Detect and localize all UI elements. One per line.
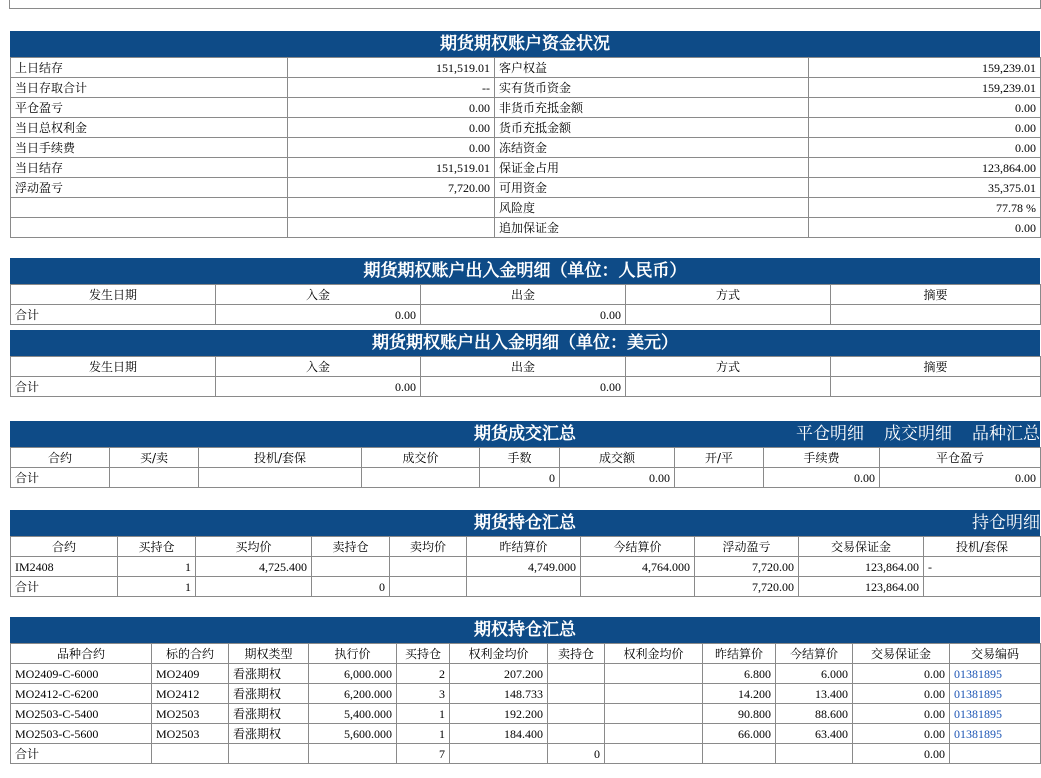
account-left-value: 7,720.00 — [288, 178, 495, 198]
account-right-label: 客户权益 — [495, 58, 809, 78]
position-detail-link[interactable]: 持仓明细 — [972, 513, 1040, 533]
account-right-value: 123,864.00 — [809, 158, 1041, 178]
account-status-title: 期货期权账户资金状况 — [10, 31, 1040, 57]
account-left-value: 151,519.01 — [288, 158, 495, 178]
column-header: 摘要 — [831, 285, 1041, 305]
table-header-row — [11, 285, 1041, 305]
sell-premium-cell — [605, 724, 703, 744]
sell-qty-cell — [548, 704, 605, 724]
column-header: 入金 — [216, 357, 421, 377]
margin-cell: 0.00 — [853, 724, 950, 744]
option-summary-section — [10, 617, 1040, 764]
empty-cell — [390, 577, 467, 597]
trade-summary-title — [10, 421, 1040, 447]
empty-cell — [581, 577, 695, 597]
margin-cell: 0.00 — [853, 684, 950, 704]
empty-cell — [776, 744, 853, 764]
account-left-label: 平仓盈亏 — [11, 98, 288, 118]
empty-cell — [924, 577, 1041, 597]
total-out: 0.00 — [421, 305, 626, 325]
total-qty: 0 — [480, 468, 560, 488]
column-header: 摘要 — [831, 357, 1041, 377]
column-header: 品种合约 — [11, 644, 152, 664]
account-right-label: 风险度 — [495, 198, 809, 218]
column-header: 手续费 — [764, 448, 880, 468]
position-summary-title-text: 期货持仓汇总 — [474, 513, 576, 533]
empty-cell — [309, 744, 397, 764]
strike-cell: 6,200.000 — [309, 684, 397, 704]
column-header: 买/卖 — [110, 448, 199, 468]
buy-avg-cell: 4,725.400 — [196, 557, 312, 577]
column-header: 出金 — [421, 357, 626, 377]
contract-cell: IM2408 — [11, 557, 118, 577]
usd-flow-table — [10, 356, 1041, 397]
settle-cell: 4,764.000 — [581, 557, 695, 577]
total-out: 0.00 — [421, 377, 626, 397]
sell-qty-cell — [548, 664, 605, 684]
account-left-value — [288, 218, 495, 238]
account-right-value: 0.00 — [809, 218, 1041, 238]
table-row — [11, 218, 1041, 238]
trade-code-link[interactable]: 01381895 — [950, 684, 1041, 704]
trade-summary-title-text: 期货成交汇总 — [474, 424, 576, 444]
empty-cell — [229, 744, 309, 764]
sell-premium-cell — [605, 704, 703, 724]
buy-qty-cell: 1 — [397, 724, 450, 744]
prev-settle-cell: 66.000 — [703, 724, 776, 744]
table-header-row — [11, 644, 1041, 664]
total-row — [11, 577, 1041, 597]
trade-code-link[interactable]: 01381895 — [950, 724, 1041, 744]
table-row — [11, 98, 1041, 118]
sell-qty-cell — [548, 724, 605, 744]
sell-avg-cell — [390, 557, 467, 577]
total-label: 合计 — [11, 468, 110, 488]
prev-settle-cell: 4,749.000 — [467, 557, 581, 577]
sell-qty-cell — [312, 557, 390, 577]
buy-qty-cell: 3 — [397, 684, 450, 704]
table-row — [11, 178, 1041, 198]
option-contract-cell: MO2503-C-5400 — [11, 704, 152, 724]
empty-cell — [110, 468, 199, 488]
total-float-pnl: 7,720.00 — [695, 577, 799, 597]
account-left-label: 当日结存 — [11, 158, 288, 178]
usd-flow-section — [10, 330, 1040, 397]
table-row — [11, 138, 1041, 158]
close-detail-link[interactable]: 平仓明细 — [796, 424, 864, 444]
underlying-cell: MO2503 — [152, 724, 229, 744]
account-right-value: 77.78 % — [809, 198, 1041, 218]
column-header: 期权类型 — [229, 644, 309, 664]
cny-flow-section — [10, 258, 1040, 325]
column-header: 入金 — [216, 285, 421, 305]
trade-code-link[interactable]: 01381895 — [950, 704, 1041, 724]
buy-premium-cell: 184.400 — [450, 724, 548, 744]
account-left-label: 当日手续费 — [11, 138, 288, 158]
table-header-row — [11, 537, 1041, 557]
product-summary-link[interactable]: 品种汇总 — [972, 424, 1040, 444]
buy-premium-cell: 207.200 — [450, 664, 548, 684]
total-label: 合计 — [11, 305, 216, 325]
total-row — [11, 377, 1041, 397]
total-label: 合计 — [11, 377, 216, 397]
table-row — [11, 58, 1041, 78]
column-header: 交易编码 — [950, 644, 1041, 664]
column-header: 交易保证金 — [799, 537, 924, 557]
buy-premium-cell: 148.733 — [450, 684, 548, 704]
account-left-label: 上日结存 — [11, 58, 288, 78]
column-header: 买均价 — [196, 537, 312, 557]
option-type-cell: 看涨期权 — [229, 704, 309, 724]
table-row — [11, 684, 1041, 704]
option-type-cell: 看涨期权 — [229, 724, 309, 744]
empty-cell — [199, 468, 362, 488]
empty-cell — [626, 305, 831, 325]
prev-settle-cell: 14.200 — [703, 684, 776, 704]
underlying-cell: MO2409 — [152, 664, 229, 684]
column-header: 执行价 — [309, 644, 397, 664]
column-header: 交易保证金 — [853, 644, 950, 664]
account-status-table — [10, 57, 1041, 238]
account-right-label: 货币充抵金额 — [495, 118, 809, 138]
empty-cell — [950, 744, 1041, 764]
usd-flow-title: 期货期权账户出入金明细（单位：美元） — [10, 330, 1040, 356]
account-left-value: -- — [288, 78, 495, 98]
column-header: 标的合约 — [152, 644, 229, 664]
prev-settle-cell: 6.800 — [703, 664, 776, 684]
table-row — [11, 664, 1041, 684]
empty-cell — [675, 468, 764, 488]
empty-cell — [450, 744, 548, 764]
account-right-value: 159,239.01 — [809, 78, 1041, 98]
buy-qty-cell: 1 — [118, 557, 196, 577]
column-header: 权利金均价 — [605, 644, 703, 664]
account-right-value: 159,239.01 — [809, 58, 1041, 78]
empty-cell — [703, 744, 776, 764]
total-row — [11, 468, 1041, 488]
column-header: 买持仓 — [397, 644, 450, 664]
column-header: 方式 — [626, 285, 831, 305]
underlying-cell: MO2412 — [152, 684, 229, 704]
position-summary-title — [10, 510, 1040, 536]
column-header: 开/平 — [675, 448, 764, 468]
account-left-value: 151,519.01 — [288, 58, 495, 78]
strike-cell: 5,400.000 — [309, 704, 397, 724]
table-row — [11, 118, 1041, 138]
total-amount: 0.00 — [560, 468, 675, 488]
settle-cell: 13.400 — [776, 684, 853, 704]
total-label: 合计 — [11, 577, 118, 597]
strike-cell: 6,000.000 — [309, 664, 397, 684]
option-type-cell: 看涨期权 — [229, 664, 309, 684]
account-right-label: 可用资金 — [495, 178, 809, 198]
total-row — [11, 305, 1041, 325]
total-row — [11, 744, 1041, 764]
column-header: 成交额 — [560, 448, 675, 468]
empty-cell — [196, 577, 312, 597]
column-header: 发生日期 — [11, 285, 216, 305]
total-margin: 0.00 — [853, 744, 950, 764]
top-frame — [9, 0, 1041, 9]
position-summary-section — [10, 510, 1040, 597]
column-header: 投机/套保 — [199, 448, 362, 468]
column-header: 浮动盈亏 — [695, 537, 799, 557]
settle-cell: 6.000 — [776, 664, 853, 684]
account-right-label: 实有货币资金 — [495, 78, 809, 98]
empty-cell — [467, 577, 581, 597]
option-contract-cell: MO2412-C-6200 — [11, 684, 152, 704]
column-header: 权利金均价 — [450, 644, 548, 664]
empty-cell — [831, 377, 1041, 397]
column-header: 出金 — [421, 285, 626, 305]
table-row — [11, 198, 1041, 218]
option-summary-title: 期权持仓汇总 — [10, 617, 1040, 643]
total-buy-qty: 7 — [397, 744, 450, 764]
column-header: 今结算价 — [581, 537, 695, 557]
option-contract-cell: MO2409-C-6000 — [11, 664, 152, 684]
position-summary-table — [10, 536, 1041, 597]
column-header: 手数 — [480, 448, 560, 468]
total-pnl: 0.00 — [880, 468, 1041, 488]
column-header: 昨结算价 — [467, 537, 581, 557]
column-header: 平仓盈亏 — [880, 448, 1041, 468]
buy-qty-cell: 2 — [397, 664, 450, 684]
column-header: 方式 — [626, 357, 831, 377]
total-margin: 123,864.00 — [799, 577, 924, 597]
sell-premium-cell — [605, 684, 703, 704]
total-in: 0.00 — [216, 377, 421, 397]
empty-cell — [605, 744, 703, 764]
total-sell-qty: 0 — [312, 577, 390, 597]
sell-premium-cell — [605, 664, 703, 684]
underlying-cell: MO2503 — [152, 704, 229, 724]
table-row — [11, 557, 1041, 577]
column-header: 卖均价 — [390, 537, 467, 557]
hedge-cell: - — [924, 557, 1041, 577]
cny-flow-table — [10, 284, 1041, 325]
total-label: 合计 — [11, 744, 152, 764]
sell-qty-cell — [548, 684, 605, 704]
table-header-row — [11, 357, 1041, 377]
trade-summary-table — [10, 447, 1041, 488]
trade-summary-section — [10, 421, 1040, 488]
account-left-label: 当日存取合计 — [11, 78, 288, 98]
settle-cell: 63.400 — [776, 724, 853, 744]
buy-qty-cell: 1 — [397, 704, 450, 724]
total-buy-qty: 1 — [118, 577, 196, 597]
total-in: 0.00 — [216, 305, 421, 325]
column-header: 卖持仓 — [548, 644, 605, 664]
empty-cell — [362, 468, 480, 488]
table-row — [11, 158, 1041, 178]
empty-cell — [626, 377, 831, 397]
account-left-value: 0.00 — [288, 98, 495, 118]
account-right-label: 追加保证金 — [495, 218, 809, 238]
column-header: 卖持仓 — [312, 537, 390, 557]
column-header: 成交价 — [362, 448, 480, 468]
settle-cell: 88.600 — [776, 704, 853, 724]
account-left-value: 0.00 — [288, 118, 495, 138]
option-summary-table — [10, 643, 1041, 764]
account-right-value: 0.00 — [809, 118, 1041, 138]
account-status-section — [10, 31, 1040, 238]
position-summary-links — [952, 510, 1040, 536]
account-right-value: 0.00 — [809, 138, 1041, 158]
account-left-label — [11, 198, 288, 218]
empty-cell — [831, 305, 1041, 325]
table-header-row — [11, 448, 1041, 468]
column-header: 发生日期 — [11, 357, 216, 377]
account-left-label: 当日总权利金 — [11, 118, 288, 138]
empty-cell — [152, 744, 229, 764]
trade-detail-link[interactable]: 成交明细 — [884, 424, 952, 444]
strike-cell: 5,600.000 — [309, 724, 397, 744]
column-header: 合约 — [11, 448, 110, 468]
column-header: 买持仓 — [118, 537, 196, 557]
account-left-label: 浮动盈亏 — [11, 178, 288, 198]
margin-cell: 0.00 — [853, 664, 950, 684]
trade-code-link[interactable]: 01381895 — [950, 664, 1041, 684]
account-left-label — [11, 218, 288, 238]
cny-flow-title: 期货期权账户出入金明细（单位：人民币） — [10, 258, 1040, 284]
margin-cell: 0.00 — [853, 704, 950, 724]
column-header: 昨结算价 — [703, 644, 776, 664]
float-pnl-cell: 7,720.00 — [695, 557, 799, 577]
total-fee: 0.00 — [764, 468, 880, 488]
column-header: 投机/套保 — [924, 537, 1041, 557]
margin-cell: 123,864.00 — [799, 557, 924, 577]
trade-summary-links — [776, 421, 1040, 447]
account-right-label: 冻结资金 — [495, 138, 809, 158]
prev-settle-cell: 90.800 — [703, 704, 776, 724]
account-right-value: 35,375.01 — [809, 178, 1041, 198]
account-left-value: 0.00 — [288, 138, 495, 158]
column-header: 合约 — [11, 537, 118, 557]
option-contract-cell: MO2503-C-5600 — [11, 724, 152, 744]
account-right-label: 保证金占用 — [495, 158, 809, 178]
account-left-value — [288, 198, 495, 218]
buy-premium-cell: 192.200 — [450, 704, 548, 724]
table-row — [11, 78, 1041, 98]
account-right-value: 0.00 — [809, 98, 1041, 118]
account-right-label: 非货币充抵金额 — [495, 98, 809, 118]
table-row — [11, 724, 1041, 744]
table-row — [11, 704, 1041, 724]
option-type-cell: 看涨期权 — [229, 684, 309, 704]
column-header: 今结算价 — [776, 644, 853, 664]
total-sell-qty: 0 — [548, 744, 605, 764]
